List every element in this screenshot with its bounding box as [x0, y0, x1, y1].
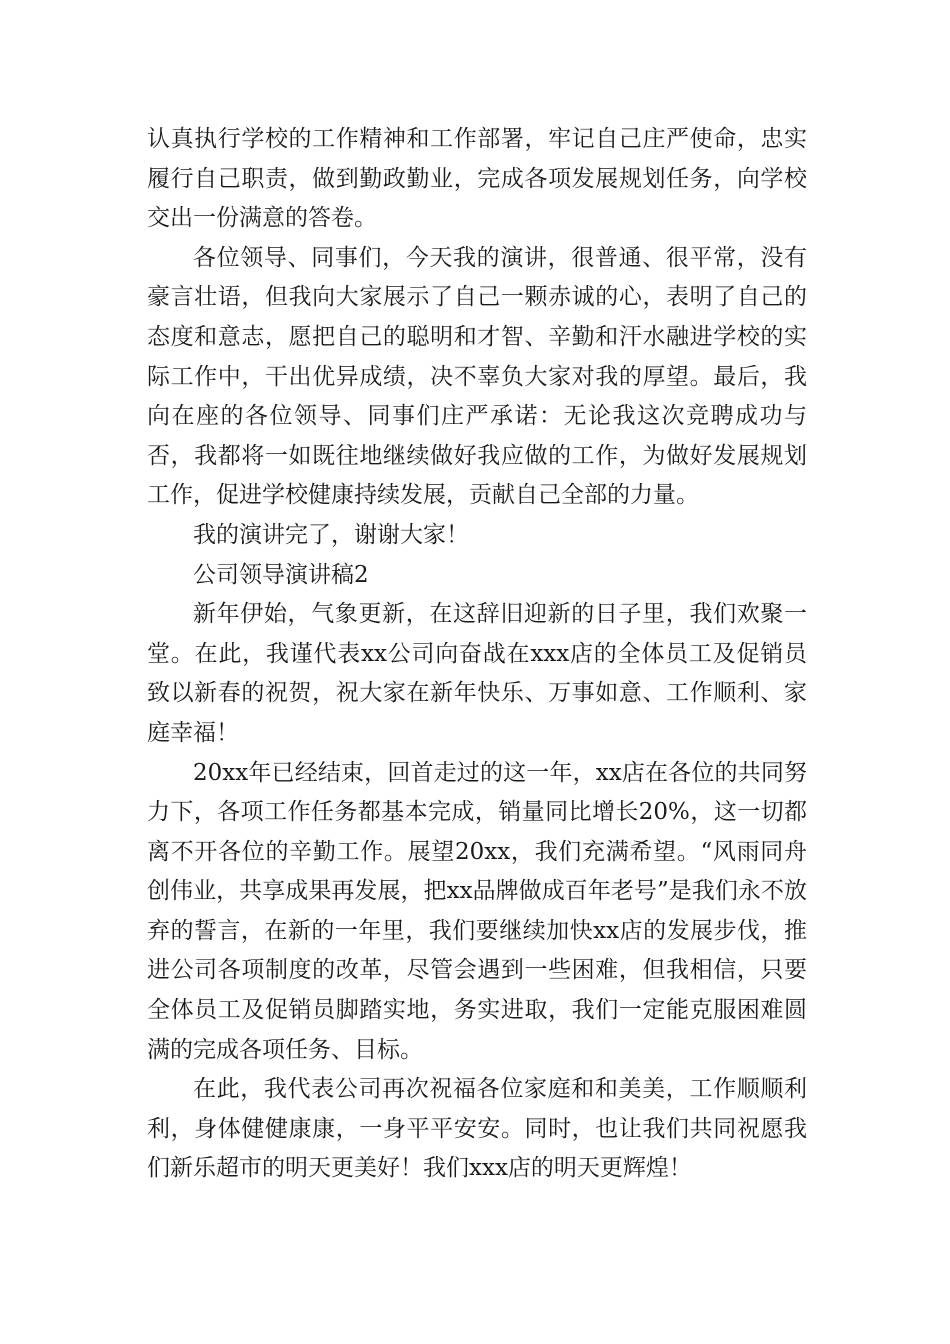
paragraph-3: 我的演讲完了，谢谢大家！ — [193, 521, 469, 548]
paragraph-1: 认真执行学校的工作精神和工作部署，牢记自己庄严使命，忠实履行自己职责，做到勤政勤业，完成各项发展规划任务，向学校交出一份满意的答卷。 — [147, 126, 807, 232]
section-title: 公司领导演讲稿2 — [193, 561, 369, 588]
paragraph-2: 各位领导、同事们，今天我的演讲，很普通、很平常，没有豪言壮语，但我向大家展示了自己一颗赤诚的心，表明了自己的态度和意志，愿把自己的聪明和才智、辛勤和汗水融进学校的实际工作中，干出优异成绩，决不辜负大家对我的厚望。最后，我向在座的各位领导、同事们庄严承诺：无论我这次竞聘成功与否，我都将一如既往地继续做好我应做的工作，为做好发展规划工作，促进学校健康持续发展，贡献自己全部的力量。 — [147, 244, 807, 509]
paragraph-4: 新年伊始，气象更新，在这辞旧迎新的日子里，我们欢聚一堂。在此，我谨代表xx公司向奋战在xxx店的全体员工及促销员致以新春的祝贺，祝大家在新年快乐、万事如意、工作顺利、家庭幸福！ — [147, 601, 807, 746]
paragraph-6: 在此，我代表公司再次祝福各位家庭和和美美，工作顺顺利利，身体健健康康，一身平平安安。同时，也让我们共同祝愿我们新乐超市的明天更美好！我们xxx店的明天更辉煌！ — [147, 1076, 807, 1182]
paragraph-5: 20xx年已经结束，回首走过的这一年，xx店在各位的共同努力下，各项工作任务都基本完成，销量同比增长20%，这一切都离不开各位的辛勤工作。展望20xx，我们充满希望。“风雨同舟创伟业，共享成果再发展，把xx品牌做成百年老号”是我们永不放弃的誓言，在新的一年里，我们要继续加快xx店的发展步伐，推进公司各项制度的改革，尽管会遇到一些困难，但我相信，只要全体员工及促销员脚踏实地，务实进取，我们一定能克服困难圆满的完成各项任务、目标。 — [147, 759, 807, 1063]
document-page — [147, 120, 807, 1189]
